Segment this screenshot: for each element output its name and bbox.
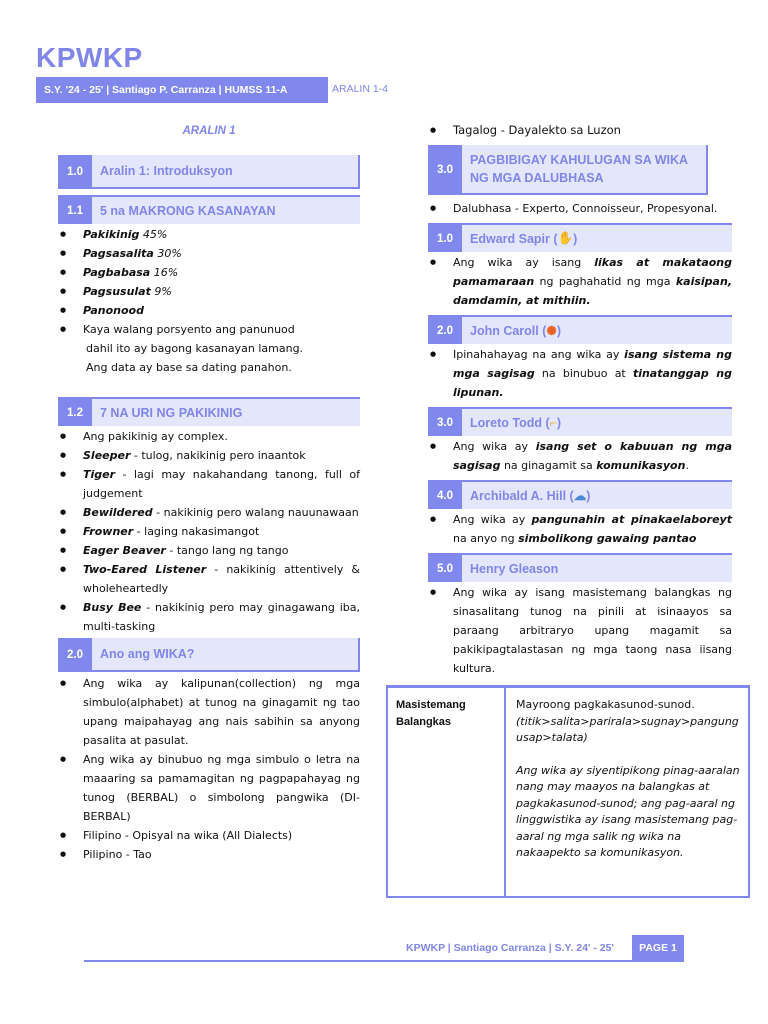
section-number: 1.1 bbox=[58, 197, 92, 224]
section-title: Ano ang WIKA? bbox=[92, 638, 360, 672]
list-item: ● Busy Bee - nakikinig pero may ginagawang iba, multi-tasking bbox=[58, 598, 360, 636]
ano-ang-wika-list bbox=[58, 674, 360, 864]
expert-name: Henry Gleason bbox=[462, 555, 732, 582]
page-footer: KPWKP | Santiago Carranza | S.Y. 24' - 25' bbox=[406, 942, 614, 954]
section-number: 1.2 bbox=[58, 399, 92, 426]
right-column bbox=[428, 118, 732, 678]
list-item: ● Pagsasalita 30% bbox=[58, 244, 360, 263]
expert-name: Loreto Todd ( ⌐ ) bbox=[462, 409, 732, 436]
section-title: 7 NA URI NG PAKIKINIG bbox=[92, 399, 360, 426]
section-number: 2.0 bbox=[58, 638, 92, 672]
expert-1-header bbox=[428, 223, 732, 252]
list-item: ● Tagalog - Dayalekto sa Luzon bbox=[428, 121, 732, 140]
section-title: 5 na MAKRONG KASANAYAN bbox=[92, 197, 360, 224]
table-definition-sequence: (titik>salita>parirala>sugnay>pangungusap>talata) bbox=[516, 714, 739, 744]
aralin-label: ARALIN 1 bbox=[182, 125, 236, 137]
section-2-0-header bbox=[58, 638, 360, 672]
expert-3-header bbox=[428, 407, 732, 436]
definition-table bbox=[386, 685, 750, 898]
section-number: 1.0 bbox=[428, 225, 462, 252]
section-title: PAGBIBIGAY KAHULUGAN SA WIKA NG MGA DALUBHASA bbox=[462, 145, 708, 195]
list-item: ● Tiger - lagi may nakahandang tanong, full of judgement bbox=[58, 465, 360, 503]
expert-5-header bbox=[428, 553, 732, 582]
dalubhasa-list bbox=[428, 199, 732, 218]
expert-4-header bbox=[428, 480, 732, 509]
list-item: ● Ang wika ay kalipunan(collection) ng mga simbulo(alphabet) at tunog na ginagamit ng tao upang maipahayag ang nais sabihin sa anyong pasalita at pasulat. bbox=[58, 674, 360, 750]
expert-2-header bbox=[428, 315, 732, 344]
list-item: ● Ipinahahayag na ang wika ay isang sistema ng mga sagisag na binubuo at tinatanggap ng lipunan. bbox=[428, 345, 732, 402]
list-item: ● Eager Beaver - tango lang ng tango bbox=[58, 541, 360, 560]
flower-icon: ✺ bbox=[546, 324, 557, 338]
makrong-kasanayan-list bbox=[58, 225, 360, 377]
section-number: 4.0 bbox=[428, 482, 462, 509]
table-term: Masistemang Balangkas bbox=[388, 688, 506, 896]
expert-name: Archibald A. Hill ( ☁ ) bbox=[462, 482, 732, 509]
list-item: ● Pagbabasa 16% bbox=[58, 263, 360, 282]
dayalekto-list bbox=[428, 121, 732, 140]
list-item: ● Ang wika ay binubuo ng mga simbulo o letra na maaaring sa pamamagitan ng pagpapahayag ng tunog (BERBAL) o simbolong pangwika (DI-BERBAL) bbox=[58, 750, 360, 826]
section-number: 3.0 bbox=[428, 409, 462, 436]
section-1-1-header bbox=[58, 195, 360, 224]
section-number: 1.0 bbox=[58, 155, 92, 189]
lesson-range: ARALIN 1-4 bbox=[332, 83, 389, 95]
left-column bbox=[58, 118, 360, 864]
table-definition-line: Mayroong pagkakasunod-sunod. bbox=[516, 698, 695, 711]
section-number: 2.0 bbox=[428, 317, 462, 344]
page-number-badge: PAGE 1 bbox=[632, 935, 684, 961]
list-item: ● Bewildered - nakikinig pero walang nauunawaan bbox=[58, 503, 360, 522]
section-1-0-header bbox=[58, 155, 360, 189]
list-item: ● Ang wika ay isang likas at makataong pamamaraan ng paghahatid ng mga kaisipan, damdamin, at mithiin. bbox=[428, 253, 732, 310]
expert-3-definition bbox=[428, 437, 732, 475]
expert-1-definition bbox=[428, 253, 732, 310]
list-item: ● Ang wika ay isang set o kabuuan ng mga sagisag na ginagamit sa komunikasyon. bbox=[428, 437, 732, 475]
list-item: ● Ang wika ay isang masistemang balangkas ng sinasalitang tunog na pinili at isinaayos sa paraang arbitraryo upang magamit sa pakikipagtalastasan ng mga taong nasa iisang kultura. bbox=[428, 583, 732, 678]
document-title: KPWKP bbox=[36, 42, 143, 73]
list-item: ● Pilipino - Tao bbox=[58, 845, 360, 864]
list-item: ● Two-Eared Listener - nakikinig attentively & wholeheartedly bbox=[58, 560, 360, 598]
list-item: ● Kaya walang porsyento ang panunuod bbox=[58, 320, 360, 339]
list-item: ● Pakikinig 45% bbox=[58, 225, 360, 244]
document-subtitle-bar: S.Y. '24 - 25' | Santiago P. Carranza | HUMSS 11-A bbox=[36, 77, 328, 103]
list-item: ● Panonood bbox=[58, 301, 360, 320]
expert-2-definition bbox=[428, 345, 732, 402]
list-item: ● Dalubhasa - Experto, Connoisseur, Propesyonal. bbox=[428, 199, 732, 218]
footer-divider bbox=[84, 960, 684, 962]
list-item: ● Sleeper - tulog, nakikinig pero inaantok bbox=[58, 446, 360, 465]
hand-icon: ✋ bbox=[557, 231, 574, 245]
mountain-icon: ☁ bbox=[573, 489, 587, 503]
expert-4-definition bbox=[428, 510, 732, 548]
uri-ng-pakikinig-list bbox=[58, 427, 360, 636]
list-item: ● Pagsusulat 9% bbox=[58, 282, 360, 301]
section-number: 3.0 bbox=[428, 145, 462, 195]
section-number: 5.0 bbox=[428, 555, 462, 582]
table-definition bbox=[516, 697, 744, 862]
list-item: ● Ang wika ay pangunahin at pinakaelaboreyt na anyo ng simbolikong gawaing pantao bbox=[428, 510, 732, 548]
list-item-continued: dahil ito ay bagong kasanayan lamang. bbox=[86, 342, 304, 355]
boot-icon: ⌐ bbox=[549, 415, 557, 430]
list-item: ● Filipino - Opisyal na wika (All Dialects) bbox=[58, 826, 360, 845]
section-title: Aralin 1: Introduksyon bbox=[92, 155, 360, 189]
section-3-0-header bbox=[428, 145, 708, 195]
section-1-2-header bbox=[58, 397, 360, 426]
list-item: ● Frowner - laging nakasimangot bbox=[58, 522, 360, 541]
expert-name: John Caroll ( ✺ ) bbox=[462, 317, 732, 344]
expert-name: Edward Sapir ( ✋ ) bbox=[462, 225, 732, 252]
list-item: ● Ang pakikinig ay complex. bbox=[58, 427, 360, 446]
table-definition-paragraph: Ang wika ay siyentipikong pinag-aaralan nang may maayos na balangkas at pagkakasunod-sunod; ang pag-aaral ng linggwistika ay isang masistemang pag-aaral ng mga salik ng wika na nakaapekto sa komunikasyon. bbox=[516, 763, 740, 859]
list-item-continued: Ang data ay base sa dating panahon. bbox=[86, 361, 292, 374]
expert-5-definition bbox=[428, 583, 732, 678]
